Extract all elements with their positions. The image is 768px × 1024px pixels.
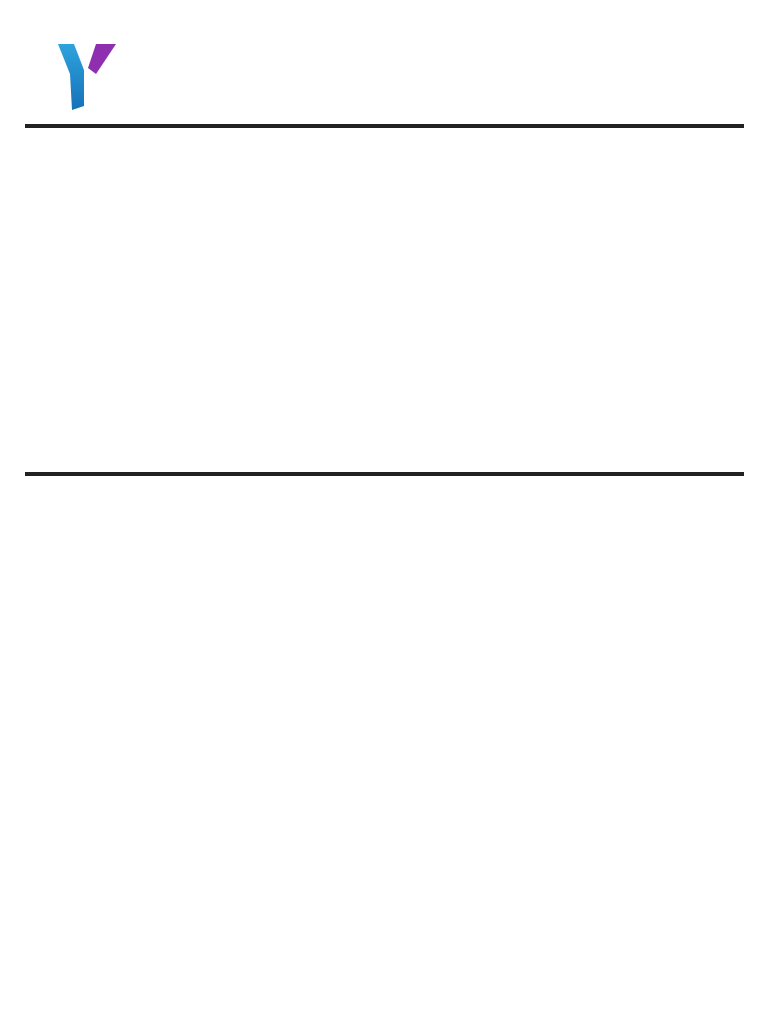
schedule-grid-top: [25, 124, 744, 128]
ymca-logo: [22, 40, 132, 112]
room-legend: [58, 926, 698, 936]
notes: [32, 774, 737, 782]
schedule-grid-bottom: [25, 472, 744, 476]
